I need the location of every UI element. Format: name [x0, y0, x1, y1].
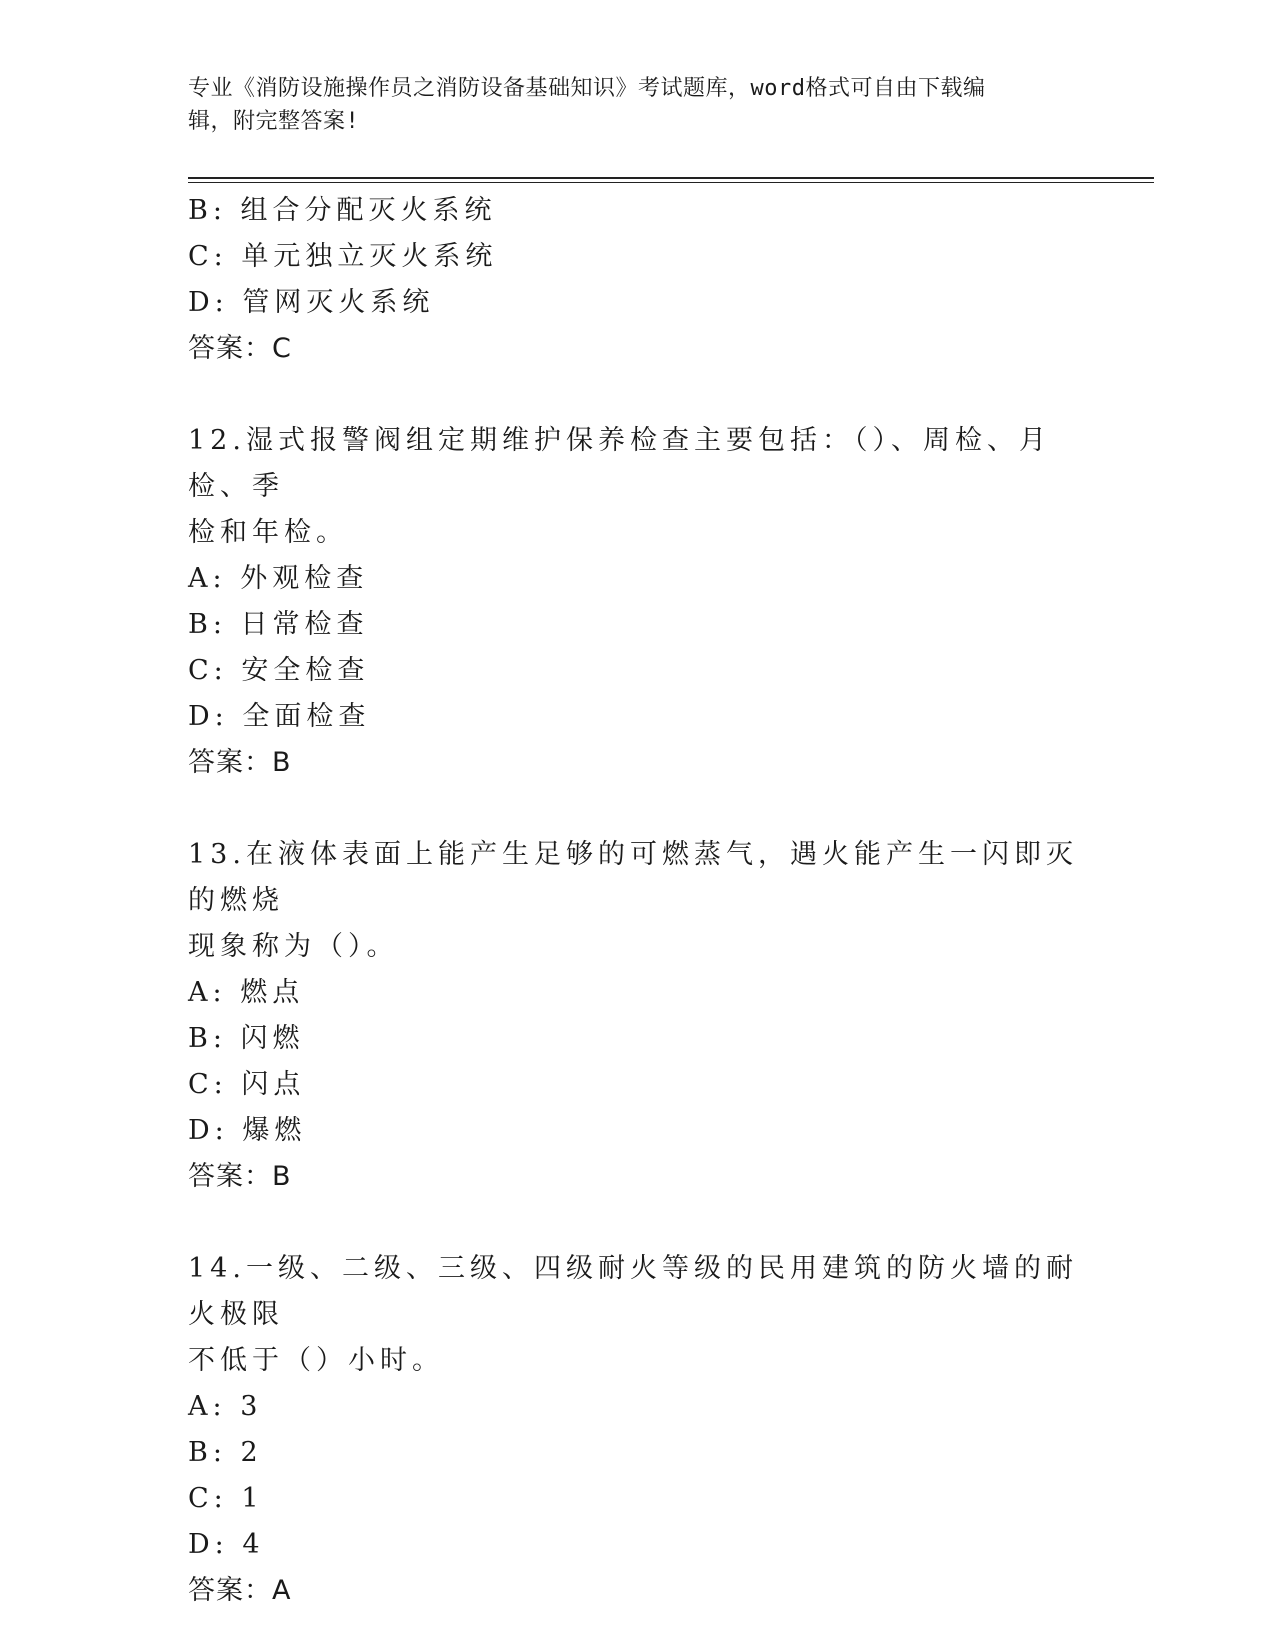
option-c [188, 648, 1088, 694]
header-rule-thin [188, 182, 1154, 183]
option-label: C: [188, 1069, 228, 1100]
option-label: A: [188, 977, 227, 1008]
option-b [188, 1016, 1088, 1062]
option-a [188, 1384, 1088, 1430]
option-label: A: [188, 563, 227, 594]
answer-line: 答案：A [188, 1575, 292, 1606]
option-label: B: [188, 1437, 227, 1468]
option-c [188, 1476, 1088, 1522]
option-label: C: [188, 655, 228, 686]
option-text: 爆燃 [242, 1115, 307, 1146]
option-b [188, 602, 1088, 648]
option-d [188, 280, 1088, 326]
answer-line: 答案：C [188, 333, 292, 364]
option-text: 燃点 [240, 977, 305, 1008]
option-text: 闪燃 [240, 1023, 305, 1054]
option-text: 4 [242, 1529, 265, 1560]
option-label: C: [188, 1483, 228, 1514]
question-13 [188, 832, 1088, 1200]
option-label: B: [188, 1023, 227, 1054]
question-stem-line-2: 检和年检。 [188, 517, 348, 548]
option-label: D: [188, 701, 229, 732]
question-stem-line-1: 13.在液体表面上能产生足够的可燃蒸气，遇火能产生一闪即灭的燃烧 [188, 839, 1078, 916]
question-stem-line-1: 14.一级、二级、三级、四级耐火等级的民用建筑的防火墙的耐火极限 [188, 1253, 1078, 1330]
question-stem-line-2: 现象称为（）。 [188, 931, 399, 962]
option-label: A: [188, 1391, 227, 1422]
option-text: 安全检查 [241, 655, 370, 686]
option-c [188, 234, 1088, 280]
question-content [188, 188, 1088, 1614]
option-text: 3 [240, 1391, 263, 1422]
option-a [188, 970, 1088, 1016]
option-d [188, 1108, 1088, 1154]
option-label: C: [188, 241, 228, 272]
option-b [188, 1430, 1088, 1476]
question-stem [188, 418, 1078, 556]
option-label: B: [188, 195, 227, 226]
option-text: 组合分配灭火系统 [240, 195, 497, 226]
answer-line: 答案：B [188, 747, 292, 778]
document-header [188, 72, 1068, 138]
option-label: D: [188, 1115, 229, 1146]
header-rule-thick [188, 177, 1154, 179]
question-11-remainder [188, 188, 1088, 372]
option-d [188, 694, 1088, 740]
option-c [188, 1062, 1088, 1108]
question-stem-line-1: 12.湿式报警阀组定期维护保养检查主要包括：（）、周检、月检、季 [188, 425, 1051, 502]
option-label: D: [188, 287, 229, 318]
header-line-2: 辑，附完整答案! [188, 109, 360, 134]
option-text: 全面检查 [242, 701, 371, 732]
option-text: 2 [240, 1437, 263, 1468]
option-label: B: [188, 609, 227, 640]
option-text: 外观检查 [240, 563, 369, 594]
question-stem [188, 832, 1078, 970]
question-stem-line-2: 不低于（）小时。 [188, 1345, 444, 1376]
option-a [188, 556, 1088, 602]
option-text: 管网灭火系统 [242, 287, 435, 318]
option-text: 1 [241, 1483, 264, 1514]
header-line-1: 专业《消防设施操作员之消防设备基础知识》考试题库，word格式可自由下载编 [188, 76, 986, 101]
question-14 [188, 1246, 1088, 1614]
question-12 [188, 418, 1088, 786]
question-stem [188, 1246, 1078, 1384]
option-label: D: [188, 1529, 229, 1560]
option-d [188, 1522, 1088, 1568]
option-text: 单元独立灭火系统 [241, 241, 498, 272]
answer-line: 答案：B [188, 1161, 292, 1192]
option-text: 日常检查 [240, 609, 369, 640]
option-b [188, 188, 1088, 234]
option-text: 闪点 [241, 1069, 306, 1100]
